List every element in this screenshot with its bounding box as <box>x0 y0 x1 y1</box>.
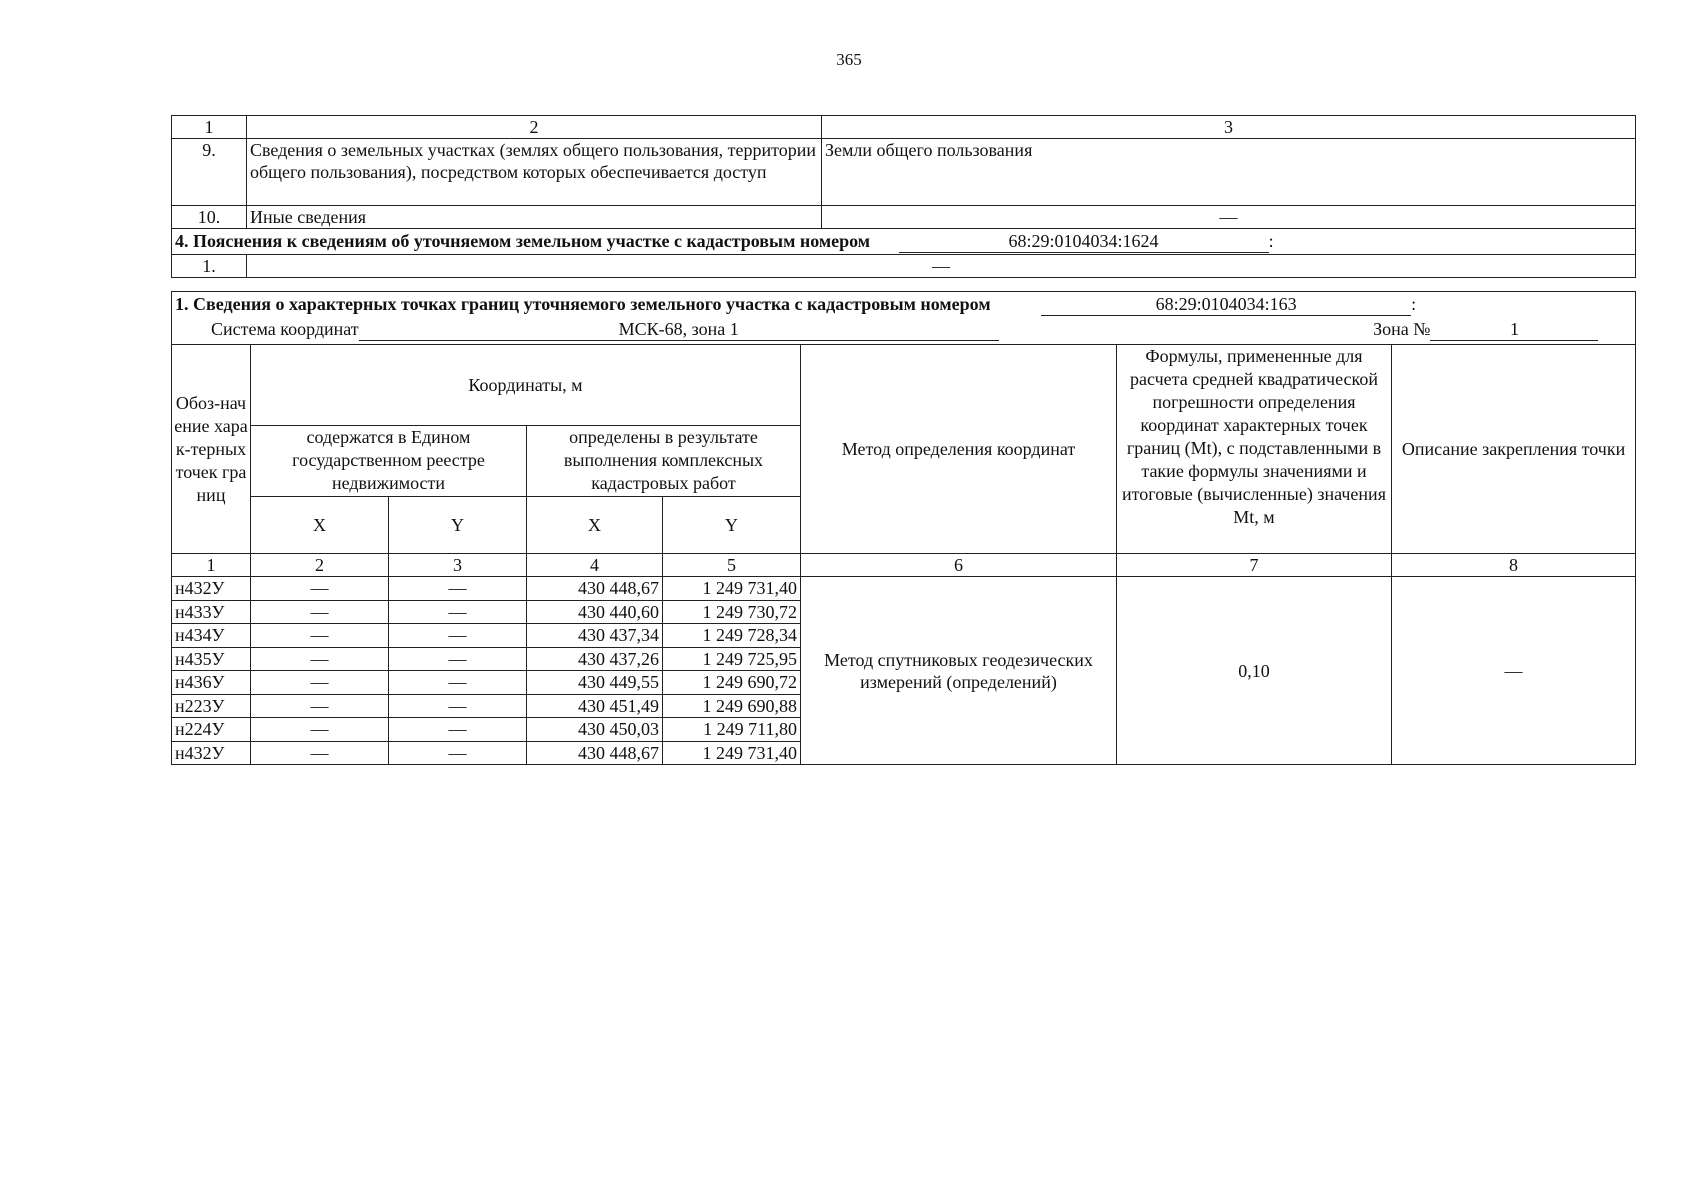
header-cadastral-works: определены в результате выполнения комплексных кадастровых работ <box>527 426 801 497</box>
point-name: н433У <box>172 600 251 624</box>
coord-system-value: МСК-68, зона 1 <box>359 318 999 341</box>
egrn-y: — <box>389 600 527 624</box>
point-name: н435У <box>172 647 251 671</box>
page-number: 365 <box>836 50 862 69</box>
point-x: 430 451,49 <box>527 694 663 718</box>
mt-value: 0,10 <box>1117 577 1392 765</box>
col-number: 3 <box>389 554 527 577</box>
point-y: 1 249 731,40 <box>663 741 801 765</box>
col-number: 1 <box>172 116 247 139</box>
point-name: н432У <box>172 577 251 601</box>
egrn-x: — <box>251 718 389 742</box>
egrn-x: — <box>251 600 389 624</box>
egrn-x: — <box>251 577 389 601</box>
header-description: Описание закрепления точки <box>1392 345 1636 554</box>
col-number: 5 <box>663 554 801 577</box>
row-label: Сведения о земельных участках (землях общего пользования, территории общего пользования), посредством которых обеспечивается доступ <box>247 139 822 206</box>
egrn-y: — <box>389 647 527 671</box>
description-value: — <box>1392 577 1636 765</box>
col-number: 8 <box>1392 554 1636 577</box>
point-name: н432У <box>172 741 251 765</box>
header-method: Метод определения координат <box>801 345 1117 554</box>
header-row <box>172 345 1636 426</box>
point-x: 430 440,60 <box>527 600 663 624</box>
table-row <box>172 577 1636 601</box>
header-x: X <box>527 497 663 554</box>
egrn-x: — <box>251 671 389 695</box>
row-label: Иные сведения <box>247 206 822 229</box>
point-name: н223У <box>172 694 251 718</box>
parcel-info-table <box>171 115 1636 278</box>
egrn-y: — <box>389 718 527 742</box>
header-coordinates: Координаты, м <box>251 345 801 426</box>
col-number: 2 <box>251 554 389 577</box>
row-number: 9. <box>172 139 247 206</box>
section-title-row <box>172 292 1636 345</box>
egrn-y: — <box>389 671 527 695</box>
cadastral-number: 68:29:0104034:1624 <box>899 230 1269 253</box>
row-value: Земли общего пользования <box>822 139 1636 206</box>
egrn-y: — <box>389 741 527 765</box>
point-x: 430 437,34 <box>527 624 663 648</box>
egrn-x: — <box>251 647 389 671</box>
method-value: Метод спутниковых геодезических измерений (определений) <box>801 577 1117 765</box>
table-row <box>172 206 1636 229</box>
row-number: 10. <box>172 206 247 229</box>
header-x: X <box>251 497 389 554</box>
point-y: 1 249 731,40 <box>663 577 801 601</box>
row-number: 1. <box>172 255 247 278</box>
header-y: Y <box>663 497 801 554</box>
table-row <box>172 255 1636 278</box>
point-x: 430 437,26 <box>527 647 663 671</box>
point-x: 430 450,03 <box>527 718 663 742</box>
header-y: Y <box>389 497 527 554</box>
point-name: н436У <box>172 671 251 695</box>
colon: : <box>1268 231 1274 251</box>
point-x: 430 449,55 <box>527 671 663 695</box>
header-egrn: содержатся в Едином государственном реестре недвижимости <box>251 426 527 497</box>
egrn-y: — <box>389 694 527 718</box>
col-number: 4 <box>527 554 663 577</box>
row-value: — <box>822 206 1636 229</box>
egrn-x: — <box>251 741 389 765</box>
col-number: 1 <box>172 554 251 577</box>
col-number: 6 <box>801 554 1117 577</box>
row-value: — <box>247 255 1636 278</box>
point-name: н434У <box>172 624 251 648</box>
colon: : <box>1411 294 1417 314</box>
point-x: 430 448,67 <box>527 741 663 765</box>
table-row <box>172 139 1636 206</box>
column-number-row <box>172 116 1636 139</box>
col-number: 7 <box>1117 554 1392 577</box>
cadastral-number: 68:29:0104034:163 <box>1041 293 1411 316</box>
egrn-y: — <box>389 624 527 648</box>
point-y: 1 249 725,95 <box>663 647 801 671</box>
egrn-x: — <box>251 624 389 648</box>
col-number: 2 <box>247 116 822 139</box>
zone-value: 1 <box>1430 318 1598 341</box>
col-number: 3 <box>822 116 1636 139</box>
section-title: 4. Пояснения к сведениям об уточняемом земельном участке с кадастровым номером <box>175 231 871 251</box>
coord-system-label: Система координат <box>211 319 359 339</box>
point-x: 430 448,67 <box>527 577 663 601</box>
zone-label: Зона № <box>1373 319 1431 339</box>
egrn-y: — <box>389 577 527 601</box>
section-title-row <box>172 229 1636 255</box>
point-y: 1 249 690,88 <box>663 694 801 718</box>
point-y: 1 249 728,34 <box>663 624 801 648</box>
point-y: 1 249 730,72 <box>663 600 801 624</box>
egrn-x: — <box>251 694 389 718</box>
header-formulas: Формулы, примененные для расчета средней квадратической погрешности определения координат характерных точек границ (Mt), с подставленными в такие формулы значениями и итоговые (вычисленные) значения Mt, м <box>1117 345 1392 554</box>
point-y: 1 249 711,80 <box>663 718 801 742</box>
points-table <box>171 291 1636 765</box>
header-designation: Обоз-начение харак-терных точек границ <box>172 345 251 554</box>
section-title: 1. Сведения о характерных точках границ уточняемого земельного участка с кадастровым номером <box>175 294 991 314</box>
point-name: н224У <box>172 718 251 742</box>
point-y: 1 249 690,72 <box>663 671 801 695</box>
column-number-row <box>172 554 1636 577</box>
